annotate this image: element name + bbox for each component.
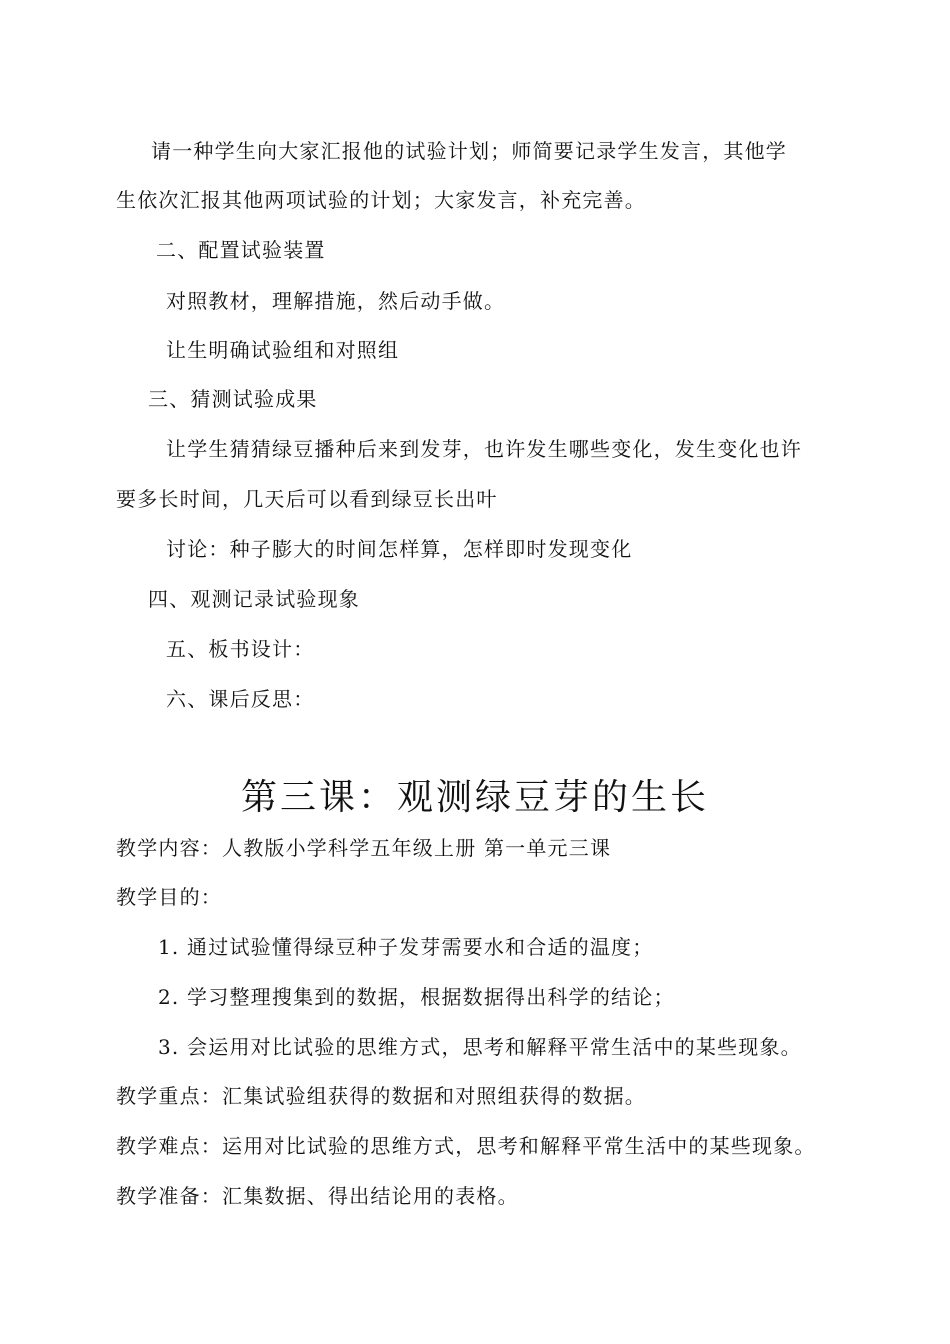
paragraph-line: 要多长时间，几天后可以看到绿豆长出叶 <box>116 487 498 511</box>
objective-item: 1. 通过试验懂得绿豆种子发芽需要水和合适的温度； <box>158 935 654 959</box>
objective-item: 3. 会运用对比试验的思维方式，思考和解释平常生活中的某些现象。 <box>158 1035 802 1059</box>
section-heading: 五、板书设计： <box>166 637 315 661</box>
section-heading: 四、观测记录试验现象 <box>148 587 360 611</box>
teaching-content: 教学内容：人教版小学科学五年级上册 第一单元三课 <box>116 836 612 860</box>
paragraph-line: 请一种学生向大家汇报他的试验计划；师简要记录学生发言，其他学 <box>151 139 787 163</box>
section-heading: 二、配置试验装置 <box>156 238 326 262</box>
section-heading: 六、课后反思： <box>166 687 315 711</box>
section-heading: 三、猜测试验成果 <box>148 387 318 411</box>
objectives-label: 教学目的： <box>116 885 222 909</box>
difficulty: 教学难点：运用对比试验的思维方式，思考和解释平常生活中的某些现象。 <box>116 1134 816 1158</box>
preparation: 教学准备：汇集数据、得出结论用的表格。 <box>116 1184 519 1208</box>
lesson-title: 第三课：观测绿豆芽的生长 <box>240 777 709 818</box>
paragraph-line: 让生明确试验组和对照组 <box>166 338 400 362</box>
paragraph-line: 让学生猜猜绿豆播种后来到发芽，也许发生哪些变化，发生变化也许 <box>166 437 802 461</box>
key-point: 教学重点：汇集试验组获得的数据和对照组获得的数据。 <box>116 1084 646 1108</box>
paragraph-line: 生依次汇报其他两项试验的计划；大家发言，补充完善。 <box>116 188 646 212</box>
paragraph-line: 讨论：种子膨大的时间怎样算，怎样即时发现变化 <box>166 537 633 561</box>
objective-item: 2. 学习整理搜集到的数据，根据数据得出科学的结论； <box>158 985 675 1009</box>
paragraph-line: 对照教材，理解措施，然后动手做。 <box>166 289 506 313</box>
